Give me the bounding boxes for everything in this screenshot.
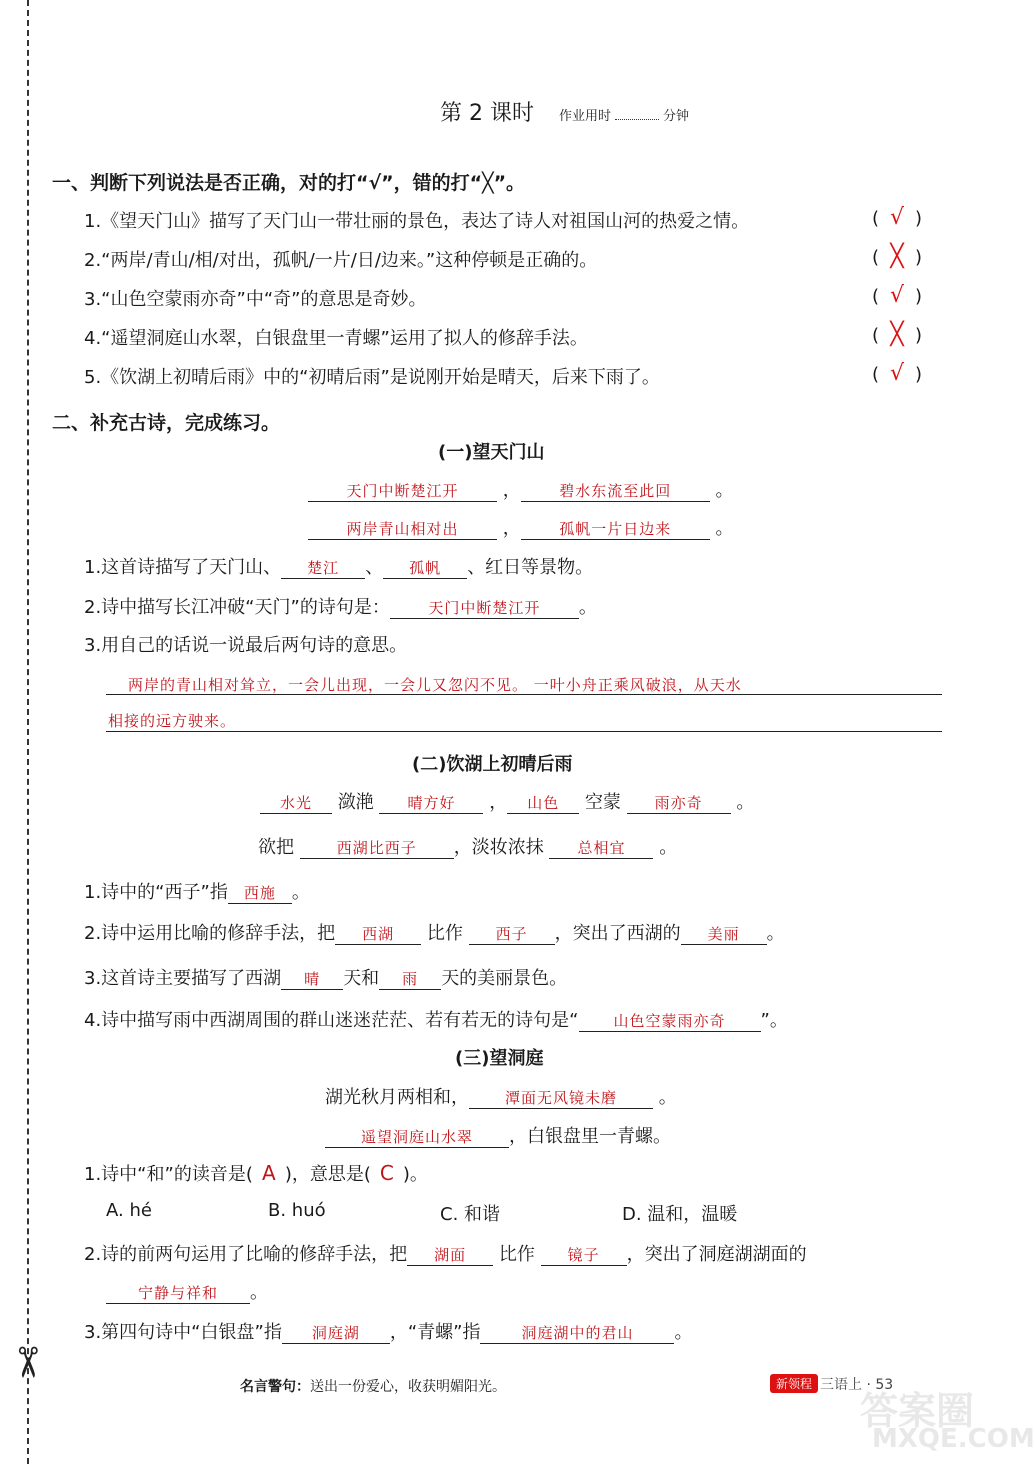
q-blank[interactable]: 洞庭湖 bbox=[282, 1322, 390, 1344]
q-text: 比作 bbox=[498, 1244, 535, 1265]
poem2-line1: 水光 潋滟 晴方好 ， 山色 空蒙 雨亦奇 。 bbox=[260, 788, 754, 814]
poem-text: 湖光秋月两相和， bbox=[325, 1087, 469, 1108]
poem-text: 欲把 bbox=[258, 837, 294, 858]
poem3-blank-2[interactable]: 遥望洞庭山水翠 bbox=[325, 1126, 509, 1148]
q-blank[interactable]: 雨 bbox=[379, 968, 441, 990]
judge-mark-4: ( ╳ ) bbox=[872, 322, 923, 347]
q-text: 1.诗中的“西子”指 bbox=[84, 882, 228, 903]
answer-rule bbox=[106, 694, 942, 695]
q-text: 比作 bbox=[426, 923, 463, 944]
poem1-line1: 天门中断楚江开 ， 碧水东流至此回 。 bbox=[308, 476, 733, 502]
judge-item-1: 1.《望天门山》描写了天门山一带壮丽的景色，表达了诗人对祖国山河的热爱之情。 bbox=[84, 211, 750, 232]
q-answer: A bbox=[262, 1161, 276, 1185]
page-number: 三语上 · 53 bbox=[820, 1377, 894, 1393]
q-text: ，突出了洞庭湖湖面的 bbox=[626, 1244, 807, 1265]
q-text: 1.这首诗描写了天门山、 bbox=[84, 557, 282, 578]
time-label: 作业用时 bbox=[558, 109, 611, 124]
q-text: 天的美丽景色。 bbox=[441, 968, 568, 989]
cross-icon: ╳ bbox=[890, 322, 904, 347]
q-blank[interactable]: 西施 bbox=[228, 882, 292, 904]
part2-title: 二、补充古诗，完成练习。 bbox=[52, 412, 281, 434]
q-text: 4.诗中描写雨中西湖周围的群山迷迷茫茫、若有若无的诗句是“ bbox=[84, 1010, 579, 1031]
q-text: 3.第四句诗中“白银盘”指 bbox=[84, 1322, 282, 1343]
option-c: C. 和谐 bbox=[440, 1204, 501, 1225]
time-unit: 分钟 bbox=[663, 109, 690, 124]
lesson-title: 第 2 课时 bbox=[440, 101, 534, 126]
watermark-url: MXQE.COM bbox=[872, 1424, 1035, 1454]
judge-mark-1: ( √ ) bbox=[872, 205, 923, 230]
cut-line bbox=[27, 0, 29, 1464]
poem2-blank-2[interactable]: 晴方好 bbox=[379, 792, 483, 814]
q-blank[interactable]: 孤帆 bbox=[383, 557, 467, 579]
q-blank[interactable]: 晴 bbox=[281, 968, 343, 990]
poem3-q2 bbox=[84, 1240, 807, 1266]
q-blank[interactable]: 美丽 bbox=[681, 923, 767, 945]
option-b: B. huó bbox=[268, 1200, 326, 1221]
poem1-q3-answer-1: 两岸的青山相对耸立，一会儿出现，一会儿又忽闪不见。 一叶小舟正乘风破浪，从天水 bbox=[128, 676, 742, 694]
poem3-line1: 湖光秋月两相和， 潭面无风镜未磨 。 bbox=[325, 1087, 677, 1108]
q-text: 天和 bbox=[343, 968, 380, 989]
poem-text: ，白银盘里一青螺。 bbox=[509, 1126, 671, 1147]
check-icon: √ bbox=[890, 361, 905, 386]
judge-mark-5: ( √ ) bbox=[872, 361, 923, 386]
q-text: 1.诗中“和”的读音是( bbox=[84, 1164, 253, 1185]
judge-item-5: 5.《饮湖上初晴后雨》中的“初晴后雨”是说刚开始是晴天，后来下雨了。 bbox=[84, 367, 660, 388]
poem-text: 空蒙 bbox=[584, 792, 621, 813]
q-blank[interactable]: 宁静与祥和 bbox=[106, 1282, 250, 1304]
option-a: A. hé bbox=[106, 1200, 152, 1221]
time-blank[interactable] bbox=[615, 119, 659, 120]
poem1-q1: 1.这首诗描写了天门山、 楚江 、 孤帆 、红日等景物。 bbox=[84, 557, 594, 578]
brand-badge: 新领程 bbox=[770, 1374, 818, 1393]
answer-rule bbox=[106, 731, 942, 732]
poem2-blank-4[interactable]: 雨亦奇 bbox=[627, 792, 731, 814]
q-text: )，意思是( bbox=[284, 1164, 371, 1185]
q-text: ，“青螺”指 bbox=[389, 1322, 481, 1343]
poem2-q4 bbox=[84, 1006, 788, 1032]
poem1-blank-3[interactable]: 两岸青山相对出 bbox=[308, 518, 497, 540]
poem-text: 潋滟 bbox=[337, 792, 374, 813]
poem2-blank-3[interactable]: 山色 bbox=[507, 792, 579, 814]
poem2-q2: 2.诗中运用比喻的修辞手法，把 西湖 比作 西子 ，突出了西湖的 美丽 。 bbox=[84, 923, 785, 944]
q-text: )。 bbox=[402, 1164, 428, 1185]
poem3-q1 bbox=[84, 1160, 428, 1186]
page-title bbox=[440, 96, 689, 127]
footer-quote bbox=[240, 1376, 506, 1396]
q-text: 2.诗的前两句运用了比喻的修辞手法，把 bbox=[84, 1244, 408, 1265]
q-text: 3.这首诗主要描写了西湖 bbox=[84, 968, 282, 989]
q-text: 2.诗中运用比喻的修辞手法，把 bbox=[84, 923, 336, 944]
q-blank[interactable]: 楚江 bbox=[281, 557, 365, 579]
q-answer: C bbox=[379, 1161, 394, 1185]
q-blank[interactable]: 湖面 bbox=[407, 1244, 493, 1266]
check-icon: √ bbox=[890, 205, 905, 230]
poem3-line2 bbox=[325, 1122, 671, 1148]
judge-mark-2: ( ╳ ) bbox=[872, 244, 923, 269]
q-text: 2.诗中描写长江冲破“天门”的诗句是： bbox=[84, 597, 390, 618]
cross-icon: ╳ bbox=[890, 244, 904, 269]
judge-item-3: 3.“山色空蒙雨亦奇”中“奇”的意思是奇妙。 bbox=[84, 289, 427, 310]
q-text: ”。 bbox=[760, 1010, 788, 1031]
watermark-logo: 答案圈 bbox=[860, 1389, 975, 1433]
poem1-q2: 2.诗中描写长江冲破“天门”的诗句是： 天门中断楚江开 。 bbox=[84, 597, 597, 618]
poem2-blank-6[interactable]: 总相宜 bbox=[549, 837, 653, 859]
poem2-title: (二)饮湖上初晴后雨 bbox=[412, 754, 573, 775]
poem1-blank-1[interactable]: 天门中断楚江开 bbox=[308, 480, 497, 502]
poem-text: ，淡妆浓抹 bbox=[453, 837, 544, 858]
poem3-blank-1[interactable]: 潭面无风镜未磨 bbox=[469, 1087, 653, 1109]
poem1-line2: 两岸青山相对出 ， 孤帆一片日边来 。 bbox=[308, 514, 733, 540]
poem2-blank-1[interactable]: 水光 bbox=[260, 792, 332, 814]
poem3-q2-cont: 宁静与祥和 。 bbox=[106, 1278, 268, 1304]
check-icon: √ bbox=[890, 283, 905, 308]
poem1-q3: 3.用自己的话说一说最后两句诗的意思。 bbox=[84, 635, 408, 656]
q-blank[interactable]: 西子 bbox=[469, 923, 555, 945]
poem1-blank-4[interactable]: 孤帆一片日边来 bbox=[521, 518, 710, 540]
poem3-q3: 3.第四句诗中“白银盘”指 洞庭湖 ，“青螺”指 洞庭湖中的君山 。 bbox=[84, 1322, 693, 1343]
q-blank[interactable]: 洞庭湖中的君山 bbox=[480, 1322, 674, 1344]
poem1-q3-answer-2: 相接的远方驶来。 bbox=[108, 712, 237, 730]
judge-mark-3: ( √ ) bbox=[872, 283, 923, 308]
poem3-title: (三)望洞庭 bbox=[455, 1048, 544, 1069]
scissors-icon: ✂ bbox=[3, 1344, 53, 1381]
q-blank[interactable]: 镜子 bbox=[541, 1244, 627, 1266]
q-blank[interactable]: 西湖 bbox=[335, 923, 421, 945]
option-d: D. 温和，温暖 bbox=[622, 1204, 738, 1225]
q-blank[interactable]: 山色空蒙雨亦奇 bbox=[579, 1010, 761, 1032]
q-text: ，突出了西湖的 bbox=[554, 923, 681, 944]
poem2-q1: 1.诗中的“西子”指 西施 。 bbox=[84, 882, 310, 903]
poem1-title: (一)望天门山 bbox=[438, 442, 545, 463]
judge-item-2: 2.“两岸/青山/相/对出，孤帆/一片/日/边来。”这种停顿是正确的。 bbox=[84, 250, 598, 271]
footer-label: 名言警句： bbox=[240, 1379, 310, 1395]
judge-item-4: 4.“遥望洞庭山水翠，白银盘里一青螺”运用了拟人的修辞手法。 bbox=[84, 328, 588, 349]
poem2-blank-5[interactable]: 西湖比西子 bbox=[300, 837, 454, 859]
footer-text: 送出一份爱心，收获明媚阳光。 bbox=[310, 1379, 506, 1395]
q-text: 、红日等景物。 bbox=[467, 557, 594, 578]
poem2-q3 bbox=[84, 964, 567, 990]
poem2-line2: 欲把 西湖比西子 ，淡妆浓抹 总相宜 。 bbox=[258, 837, 678, 858]
q-blank[interactable]: 天门中断楚江开 bbox=[390, 597, 579, 619]
poem1-blank-2[interactable]: 碧水东流至此回 bbox=[521, 480, 710, 502]
part1-title: 一、判断下列说法是否正确，对的打“√”，错的打“╳”。 bbox=[52, 172, 526, 194]
